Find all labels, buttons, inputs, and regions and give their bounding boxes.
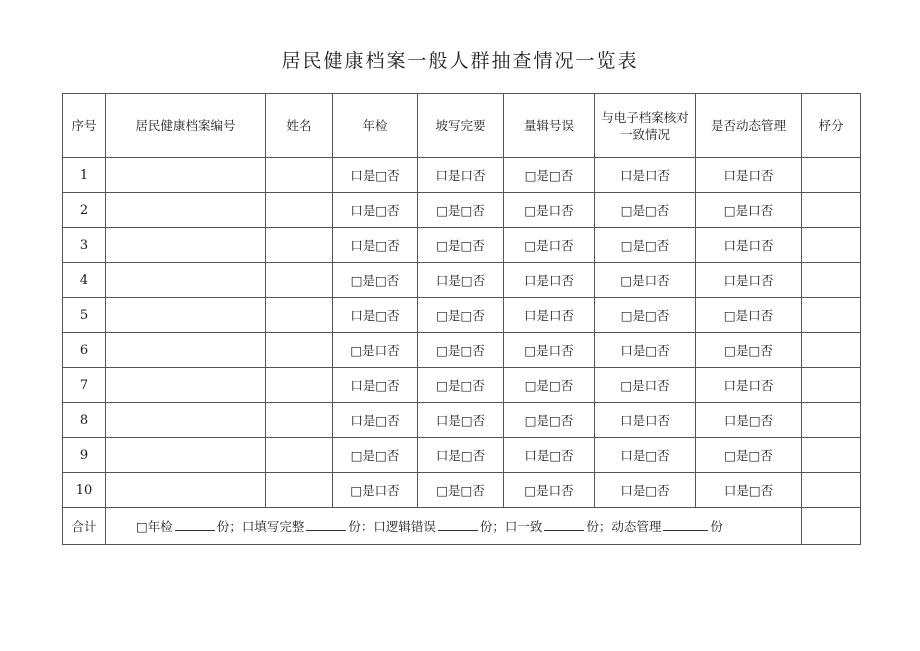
yes-no-checkbox-cell[interactable]: 口是□否 [595, 473, 696, 508]
table-row [63, 298, 861, 333]
row-index: 5 [63, 298, 106, 333]
table-row [63, 438, 861, 473]
yes-no-checkbox-cell[interactable]: 口是□否 [696, 473, 802, 508]
record-id-cell[interactable] [106, 403, 266, 438]
yes-no-checkbox-cell[interactable]: □是口否 [333, 333, 418, 368]
yes-no-checkbox-cell[interactable]: □是口否 [504, 228, 595, 263]
score-cell[interactable] [802, 333, 861, 368]
record-id-cell[interactable] [106, 298, 266, 333]
yes-no-checkbox-cell[interactable]: □是□否 [595, 228, 696, 263]
yes-no-checkbox-cell[interactable]: 口是□否 [595, 333, 696, 368]
row-index: 3 [63, 228, 106, 263]
record-id-cell[interactable] [106, 438, 266, 473]
yes-no-checkbox-cell[interactable]: 口是□否 [333, 158, 418, 193]
yes-no-checkbox-cell[interactable]: 口是口否 [696, 368, 802, 403]
total-label: 合计 [63, 508, 106, 545]
table-row [63, 403, 861, 438]
yes-no-checkbox-cell[interactable]: 口是口否 [696, 228, 802, 263]
yes-no-checkbox-cell[interactable]: □是口否 [504, 193, 595, 228]
yes-no-checkbox-cell[interactable]: 口是口否 [595, 158, 696, 193]
name-cell[interactable] [266, 403, 333, 438]
yes-no-checkbox-cell[interactable]: □是□否 [595, 298, 696, 333]
row-index: 7 [63, 368, 106, 403]
yes-no-checkbox-cell[interactable]: 口是□否 [333, 228, 418, 263]
header-cell: 坡写完要 [418, 94, 504, 158]
row-index: 1 [63, 158, 106, 193]
header-row [63, 94, 861, 158]
inspection-table [62, 93, 861, 545]
page-title: 居民健康档案一般人群抽查情况一览表 [281, 50, 639, 72]
summary-text: 份；口填写完整 [216, 519, 305, 534]
header-cell: 量辑号误 [504, 94, 595, 158]
yes-no-checkbox-cell[interactable]: □是口否 [595, 263, 696, 298]
name-cell[interactable] [266, 158, 333, 193]
row-index: 6 [63, 333, 106, 368]
score-cell[interactable] [802, 368, 861, 403]
score-cell[interactable] [802, 263, 861, 298]
yes-no-checkbox-cell[interactable]: □是□否 [418, 193, 504, 228]
header-cell: 杼分 [802, 94, 861, 158]
yes-no-checkbox-cell[interactable]: 口是□否 [333, 403, 418, 438]
row-index: 2 [63, 193, 106, 228]
yes-no-checkbox-cell[interactable]: 口是口否 [696, 263, 802, 298]
yes-no-checkbox-cell[interactable]: 口是口否 [504, 263, 595, 298]
yes-no-checkbox-cell[interactable]: □是□否 [696, 333, 802, 368]
yes-no-checkbox-cell[interactable]: □是□否 [504, 158, 595, 193]
row-index: 8 [63, 403, 106, 438]
yes-no-checkbox-cell[interactable]: 口是□否 [696, 403, 802, 438]
fill-blank[interactable] [175, 520, 215, 531]
name-cell[interactable] [266, 228, 333, 263]
record-id-cell[interactable] [106, 473, 266, 508]
yes-no-checkbox-cell[interactable]: 口是口否 [504, 298, 595, 333]
yes-no-checkbox-cell[interactable]: □是□否 [418, 473, 504, 508]
header-cell: 序号 [63, 94, 106, 158]
table-row [63, 228, 861, 263]
yes-no-checkbox-cell[interactable]: □是口否 [595, 368, 696, 403]
yes-no-checkbox-cell[interactable]: □是□否 [418, 333, 504, 368]
yes-no-checkbox-cell[interactable]: □是□否 [504, 403, 595, 438]
record-id-cell[interactable] [106, 333, 266, 368]
row-index: 10 [63, 473, 106, 508]
name-cell[interactable] [266, 298, 333, 333]
record-id-cell[interactable] [106, 228, 266, 263]
yes-no-checkbox-cell[interactable]: 口是□否 [595, 438, 696, 473]
yes-no-checkbox-cell[interactable]: □是口否 [696, 193, 802, 228]
yes-no-checkbox-cell[interactable]: 口是□否 [333, 298, 418, 333]
total-summary[interactable] [106, 508, 802, 545]
summary-text: 份；口一致 [479, 519, 543, 534]
header-cell-line: 与电子档案核对 [601, 109, 689, 125]
fill-blank[interactable] [544, 520, 584, 531]
yes-no-checkbox-cell[interactable]: □是口否 [696, 298, 802, 333]
yes-no-checkbox-cell[interactable]: 口是口否 [595, 403, 696, 438]
header-cell: 姓名 [266, 94, 333, 158]
header-cell: 居民健康档案编号 [106, 94, 266, 158]
table-row [63, 473, 861, 508]
summary-text: 份；动态管理 [586, 519, 662, 534]
yes-no-checkbox-cell[interactable]: 口是口否 [696, 158, 802, 193]
score-cell[interactable] [802, 228, 861, 263]
summary-text: □年检 [136, 519, 173, 534]
yes-no-checkbox-cell[interactable]: □是口否 [504, 473, 595, 508]
table-row [63, 333, 861, 368]
yes-no-checkbox-cell[interactable]: 口是口否 [418, 158, 504, 193]
table-row [63, 263, 861, 298]
name-cell[interactable] [266, 333, 333, 368]
header-cell: 年检 [333, 94, 418, 158]
yes-no-checkbox-cell[interactable]: 口是□否 [418, 438, 504, 473]
table-row [63, 368, 861, 403]
row-index: 4 [63, 263, 106, 298]
score-cell[interactable] [802, 158, 861, 193]
score-cell[interactable] [802, 403, 861, 438]
fill-blank[interactable] [306, 520, 346, 531]
header-cell: 是否动态管理 [696, 94, 802, 158]
yes-no-checkbox-cell[interactable]: 口是□否 [333, 368, 418, 403]
name-cell[interactable] [266, 438, 333, 473]
table-row [63, 158, 861, 193]
yes-no-checkbox-cell[interactable]: 口是□否 [333, 193, 418, 228]
yes-no-checkbox-cell[interactable]: □是口否 [333, 473, 418, 508]
yes-no-checkbox-cell[interactable]: □是□否 [333, 263, 418, 298]
row-index: 9 [63, 438, 106, 473]
fill-blank[interactable] [438, 520, 478, 531]
record-id-cell[interactable] [106, 193, 266, 228]
total-score-cell[interactable] [802, 508, 861, 545]
table-row [63, 193, 861, 228]
score-cell[interactable] [802, 438, 861, 473]
header-cell-line: 一致情况 [619, 126, 670, 142]
yes-no-checkbox-cell[interactable]: □是口否 [504, 333, 595, 368]
name-cell[interactable] [266, 193, 333, 228]
yes-no-checkbox-cell[interactable]: 口是□否 [418, 403, 504, 438]
score-cell[interactable] [802, 298, 861, 333]
total-row [63, 508, 861, 545]
score-cell[interactable] [802, 193, 861, 228]
name-cell[interactable] [266, 368, 333, 403]
yes-no-checkbox-cell[interactable]: □是□否 [418, 298, 504, 333]
header-cell [595, 94, 696, 158]
record-id-cell[interactable] [106, 158, 266, 193]
record-id-cell[interactable] [106, 263, 266, 298]
yes-no-checkbox-cell[interactable]: □是□否 [418, 228, 504, 263]
record-id-cell[interactable] [106, 368, 266, 403]
yes-no-checkbox-cell[interactable]: □是□否 [333, 438, 418, 473]
summary-text: 份：口逻辑错误 [348, 519, 436, 534]
yes-no-checkbox-cell[interactable]: 口是□否 [504, 438, 595, 473]
yes-no-checkbox-cell[interactable]: □是□否 [595, 193, 696, 228]
yes-no-checkbox-cell[interactable]: 口是□否 [418, 263, 504, 298]
score-cell[interactable] [802, 473, 861, 508]
yes-no-checkbox-cell[interactable]: □是□否 [418, 368, 504, 403]
yes-no-checkbox-cell[interactable]: □是□否 [696, 438, 802, 473]
name-cell[interactable] [266, 473, 333, 508]
name-cell[interactable] [266, 263, 333, 298]
yes-no-checkbox-cell[interactable]: □是□否 [504, 368, 595, 403]
summary-text: 份 [710, 519, 723, 534]
fill-blank[interactable] [663, 520, 708, 531]
